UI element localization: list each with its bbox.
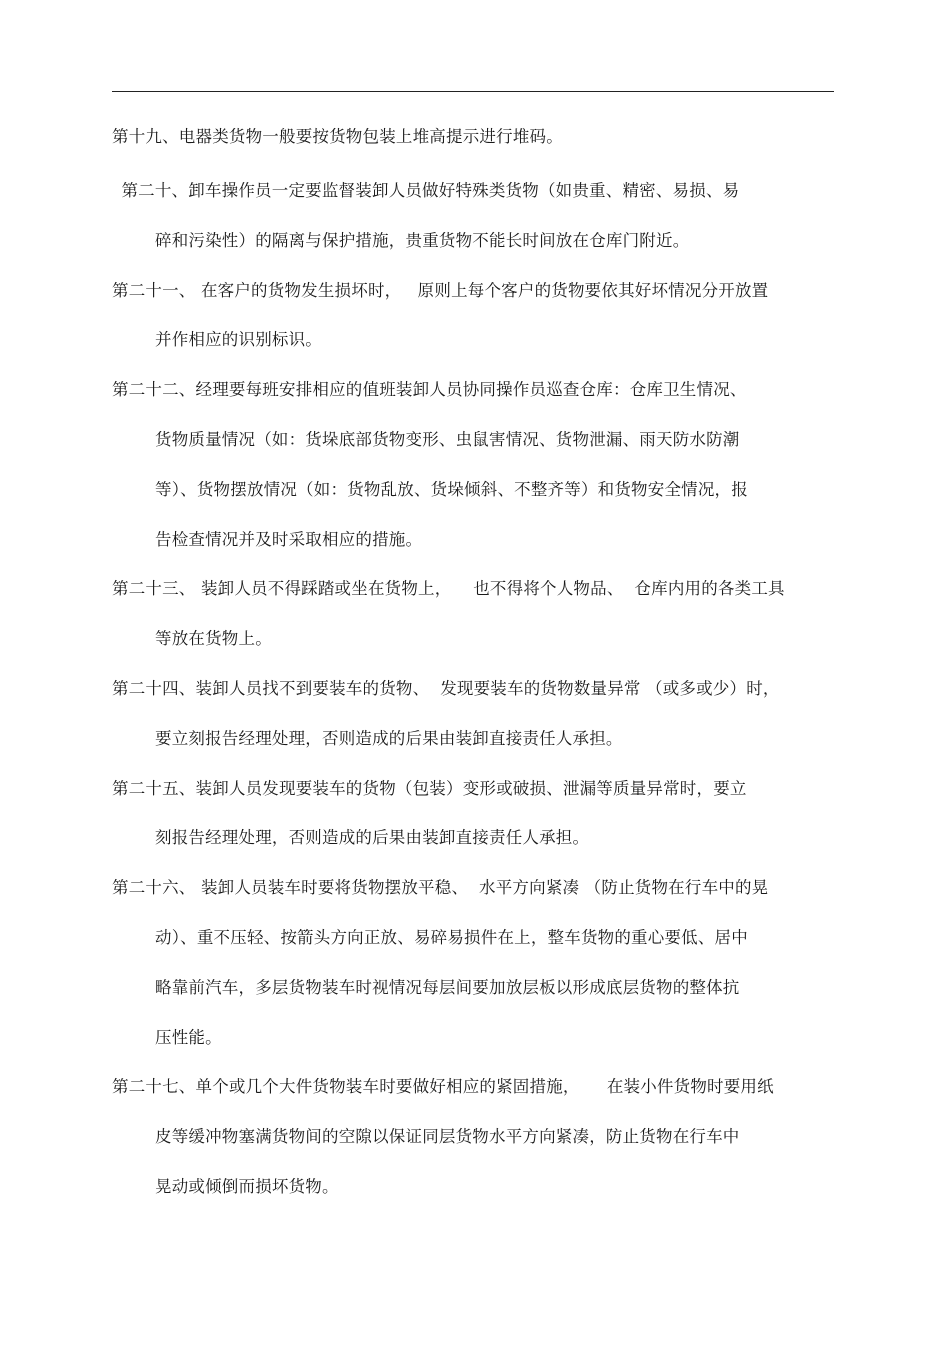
clause-22-line-3: 等）、货物摆放情况（如：货物乱放、货垛倾斜、不整齐等）和货物安全情况，报 [155, 480, 748, 499]
clause-22-line-2: 货物质量情况（如：货垛底部货物变形、虫鼠害情况、货物泄漏、雨天防水防潮 [155, 430, 740, 449]
clause-20-line-2: 碎和污染性）的隔离与保护措施，贵重货物不能长时间放在仓库门附近。 [155, 231, 690, 250]
clause-24-line-2: 要立刻报告经理处理，否则造成的后果由装卸直接责任人承担。 [155, 729, 623, 748]
clause-26-line-4: 压性能。 [155, 1028, 222, 1047]
clause-26-line-3: 略靠前汽车，多层货物装车时视情况每层间要加放层板以形成底层货物的整体抗 [155, 978, 740, 997]
clause-25-line-2: 刻报告经理处理，否则造成的后果由装卸直接责任人承担。 [155, 828, 590, 847]
clause-27-line-2: 皮等缓冲物塞满货物间的空隙以保证同层货物水平方向紧凑，防止货物在行车中 [155, 1127, 740, 1146]
clause-26-line-1: 第二十六、 装卸人员装车时要将货物摆放平稳、 水平方向紧凑 （防止货物在行车中的晃 [112, 878, 769, 897]
clause-23-line-2: 等放在货物上。 [155, 629, 272, 648]
clause-22-line-1: 第二十二、经理要每班安排相应的值班装卸人员协同操作员巡查仓库：仓库卫生情况、 [112, 380, 747, 399]
clause-19-line-1: 第十九、电器类货物一般要按货物包装上堆高提示进行堆码。 [112, 127, 563, 146]
clause-21-line-2: 并作相应的识别标识。 [155, 330, 322, 349]
clause-22-line-4: 告检查情况并及时采取相应的措施。 [155, 530, 423, 549]
clause-23-line-1: 第二十三、 装卸人员不得踩踏或坐在货物上， 也不得将个人物品、 仓库内用的各类工具 [112, 579, 785, 598]
clause-20-line-1: 第二十、卸车操作员一定要监督装卸人员做好特殊类货物（如贵重、精密、易损、易 [116, 181, 740, 200]
clause-27-line-3: 晃动或倾倒而损坏货物。 [155, 1177, 339, 1196]
clause-26-line-2: 动）、重不压轻、按箭头方向正放、易碎易损件在上，整车货物的重心要低、居中 [155, 928, 748, 947]
clause-21-line-1: 第二十一、 在客户的货物发生损坏时， 原则上每个客户的货物要依其好坏情况分开放置 [112, 281, 769, 300]
clause-27-line-1: 第二十七、单个或几个大件货物装车时要做好相应的紧固措施， 在装小件货物时要用纸 [112, 1077, 774, 1096]
header-rule [112, 91, 834, 92]
clause-25-line-1: 第二十五、装卸人员发现要装车的货物（包装）变形或破损、泄漏等质量异常时，要立 [112, 779, 747, 798]
clause-24-line-1: 第二十四、装卸人员找不到要装车的货物、 发现要装车的货物数量异常 （或多或少）时， [112, 679, 780, 698]
